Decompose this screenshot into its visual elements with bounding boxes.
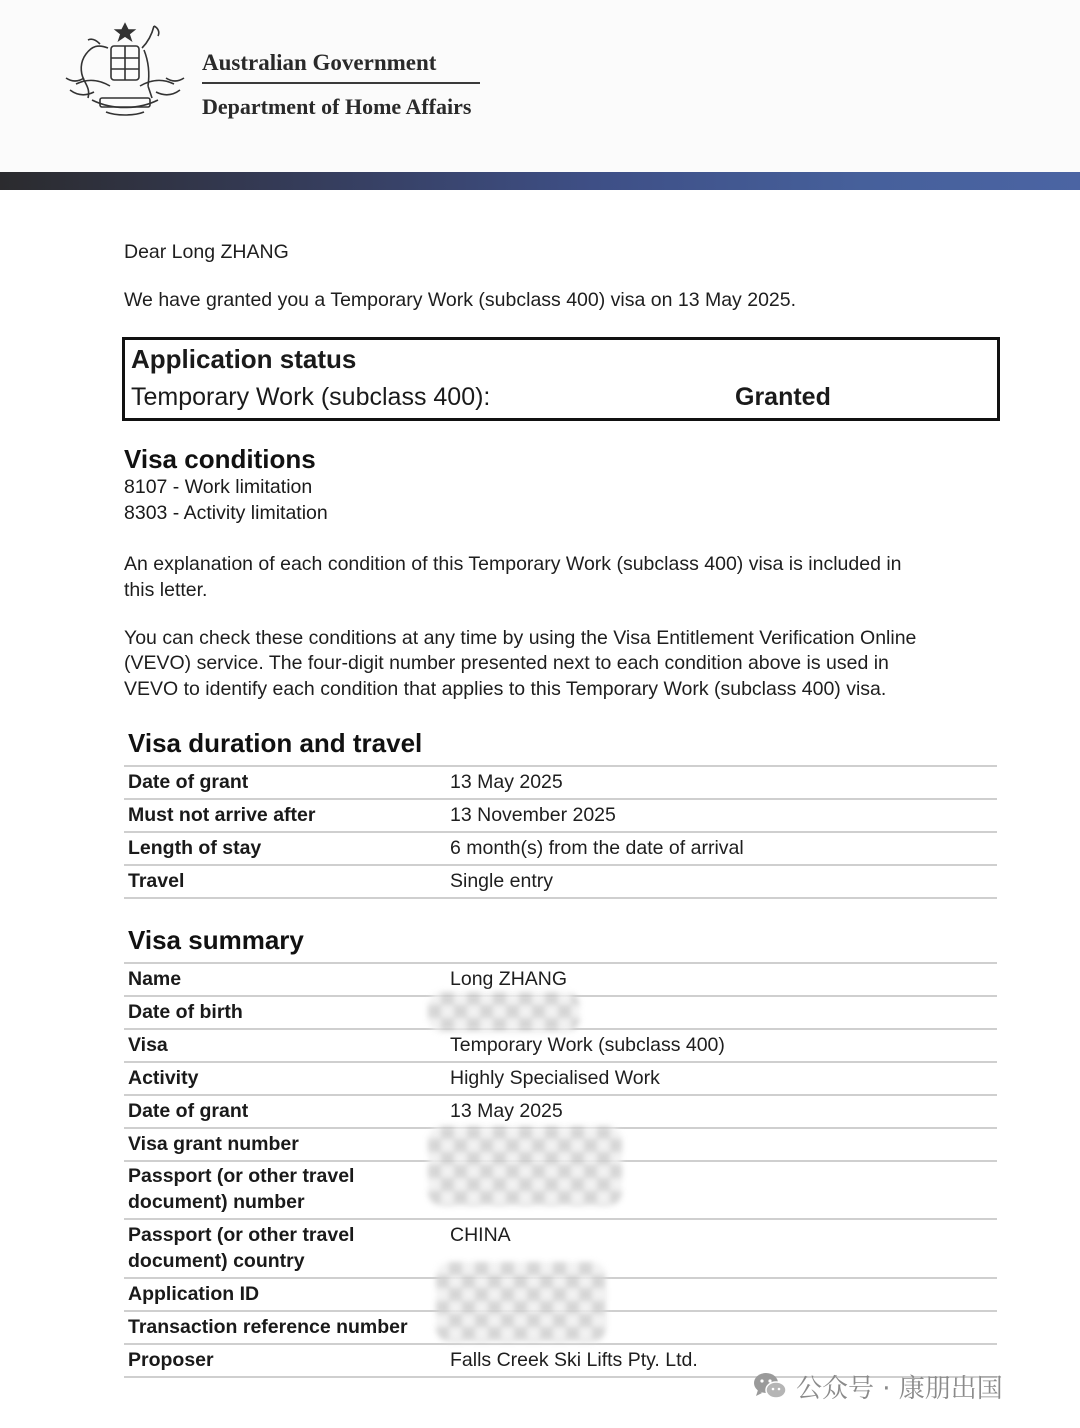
- row-value: 13 November 2025: [450, 804, 616, 826]
- row-value: CHINA: [450, 1224, 511, 1246]
- row-label: Passport (or other travel: [128, 1224, 355, 1246]
- letterhead: [0, 0, 1080, 172]
- row-value: Falls Creek Ski Lifts Pty. Ltd.: [450, 1349, 698, 1371]
- conditions-explanation-line: this letter.: [124, 579, 208, 601]
- visa-conditions-heading: Visa conditions: [124, 444, 316, 474]
- visa-summary-heading: Visa summary: [128, 925, 304, 955]
- row-value: Single entry: [450, 870, 553, 892]
- row-label: Must not arrive after: [128, 804, 316, 826]
- row-label: Visa: [128, 1034, 168, 1056]
- row-value: Highly Specialised Work: [450, 1067, 660, 1089]
- row-label: Application ID: [128, 1283, 260, 1305]
- table-row: [124, 866, 997, 899]
- vevo-paragraph-line: (VEVO) service. The four-digit number presented next to each condition above is used in: [124, 652, 889, 674]
- wechat-icon: [752, 1370, 788, 1402]
- vevo-paragraph-line: VEVO to identify each condition that applies to this Temporary Work (subclass 400) visa.: [124, 678, 887, 700]
- table-row: [124, 800, 997, 833]
- department-name: Department of Home Affairs: [202, 94, 472, 119]
- row-label: Length of stay: [128, 837, 262, 859]
- row-label: document) country: [128, 1250, 305, 1272]
- salutation: Dear Long ZHANG: [124, 241, 289, 263]
- header-band: [0, 172, 1080, 190]
- vevo-paragraph-line: You can check these conditions at any time by using the Visa Entitlement Verification Online: [124, 627, 917, 649]
- row-value: 6 month(s) from the date of arrival: [450, 837, 744, 859]
- row-label: Name: [128, 968, 182, 990]
- redacted-grant-and-passport-number: [428, 1126, 622, 1206]
- row-label: Travel: [128, 870, 185, 892]
- status-title: Application status: [131, 344, 357, 374]
- status-label: Temporary Work (subclass 400):: [131, 383, 491, 411]
- coat-of-arms-icon: [56, 20, 194, 120]
- table-row: [124, 1030, 997, 1063]
- condition-item: 8107 - Work limitation: [124, 476, 313, 498]
- condition-item: 8303 - Activity limitation: [124, 502, 328, 524]
- status-value: Granted: [735, 383, 831, 411]
- row-label: Proposer: [128, 1349, 214, 1371]
- row-label: document) number: [128, 1191, 305, 1213]
- table-row: [124, 833, 997, 866]
- row-value: 13 May 2025: [450, 1100, 563, 1122]
- redacted-application-and-transaction-id: [436, 1262, 606, 1342]
- row-label: Date of birth: [128, 1001, 243, 1023]
- row-label: Date of grant: [128, 1100, 249, 1122]
- row-label: Visa grant number: [128, 1133, 299, 1155]
- table-row: [124, 1063, 997, 1096]
- row-label: Passport (or other travel: [128, 1165, 355, 1187]
- row-label: Date of grant: [128, 771, 249, 793]
- row-value: 13 May 2025: [450, 771, 563, 793]
- watermark-text: 公众号 · 康朋出国: [796, 1373, 1003, 1404]
- visa-duration-table: [124, 765, 997, 899]
- table-row: [124, 1096, 997, 1129]
- row-label: Transaction reference number: [128, 1316, 408, 1338]
- row-value: Long ZHANG: [450, 968, 568, 990]
- watermark: [752, 1366, 1003, 1406]
- row-value: Temporary Work (subclass 400): [450, 1034, 725, 1056]
- application-status-box: [122, 337, 1000, 421]
- table-row: [124, 767, 997, 800]
- government-name: Australian Government: [202, 50, 437, 75]
- visa-duration-heading: Visa duration and travel: [128, 728, 423, 758]
- row-label: Activity: [128, 1067, 199, 1089]
- redacted-date-of-birth: [428, 992, 580, 1032]
- grant-intro: We have granted you a Temporary Work (subclass 400) visa on 13 May 2025.: [124, 289, 797, 311]
- conditions-explanation-line: An explanation of each condition of this Temporary Work (subclass 400) visa is included in: [124, 553, 902, 575]
- header-divider: [202, 82, 480, 84]
